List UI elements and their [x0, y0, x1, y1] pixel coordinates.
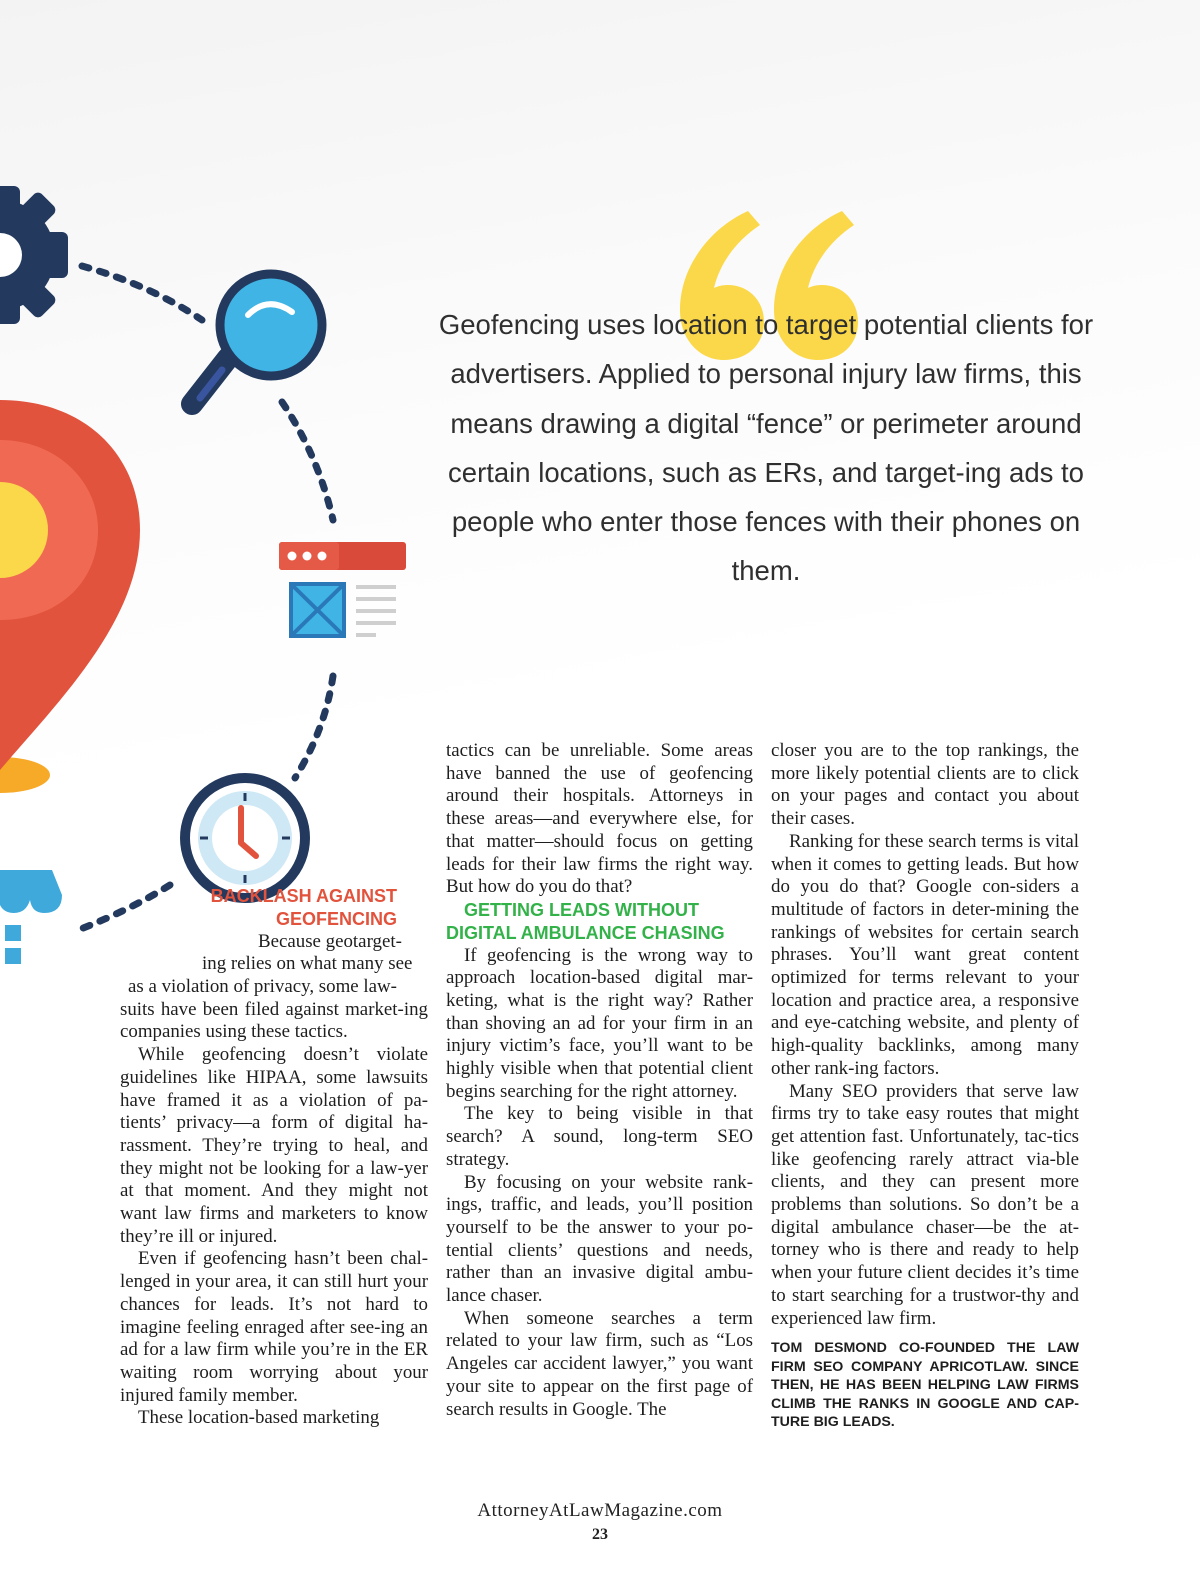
paragraph: Ranking for these search terms is vital when it comes to getting leads. But how do you do that? Google con-siders a multitude of factors in deter-mining the rankings of websites for certain search phrases. You’ll want great content optimized for terms relevant to your location and practice area, a responsive and eye-catching website, and plenty of high-quality backlinks, among many other rank-ing factors. [771, 830, 1079, 1079]
paragraph: closer you are to the top rankings, the more likely potential clients are to click on your pages and contact you about their cases. [771, 740, 1079, 830]
column-3 [771, 740, 1079, 1432]
section-heading-leads: GETTING LEADS WITHOUT DIGITAL AMBULANCE CHASING [446, 899, 725, 943]
page-number: 23 [592, 1526, 608, 1543]
paragraph: By focusing on your website rank-ings, traffic, and leads, you’ll position yourself to be the answer to your po-tential clients’ questions and needs, rather than an invasive digital ambu-lance chaser. [446, 1171, 753, 1307]
paragraph [120, 931, 428, 1045]
paragraph: Even if geofencing hasn’t been chal-lenged in your area, it can still hurt your chances for leads. It’s not hard to imagine feeling enraged after see-ing an ad for a law firm while you’re in the ER waiting room worrying about your injured family member. [120, 1248, 428, 1406]
paragraph: These location-based marketing [138, 1407, 380, 1429]
paragraph: If geofencing is the wrong way to approach location-based digital mar-keting, what is the right way? Rather than shoving an ad for your firm in an injury victim’s face, you’ll want to be highly visible when that potential client begins searching for the right attorney. [446, 944, 753, 1102]
column-2 [446, 740, 753, 1421]
paragraph: Many SEO providers that serve law firms try to take easy routes that might get attention fast. Unfortunately, tac-tics like geofencing rarely attract via-ble clients, and they can present more problems than solutions. So don’t be a digital ambulance chaser—be the at-torney who is there and ready to help when your future client decides it’s time to start searching for a trustwor-thy and experienced law firm. [771, 1080, 1079, 1329]
clock-icon [185, 778, 305, 898]
paragraph: The key to being visible in that search? A sound, long-term SEO strategy. [446, 1103, 753, 1170]
paragraph: While geofencing doesn’t violate guidelines like HIPAA, some lawsuits have framed it as a violation of pa-tients’ privacy—a form of digital ha-rassment. They’re trying to heal, and they might not be looking for a law-yer at that moment. And they might not want law firms and marketers to know they’re ill or injured. [120, 1044, 428, 1247]
magnifier-icon [192, 274, 322, 404]
illustration-graphic [0, 0, 440, 980]
storefront-icon [0, 870, 62, 964]
paragraph: tactics can be unreliable. Some areas have banned the use of geofencing around their hospitals. Attorneys in these areas—and everywhere else, for that matter—should focus on getting leads for their law firms the right way. But how do you do that? [446, 740, 753, 898]
browser-window-icon [279, 542, 406, 637]
paragraph: When someone searches a term related to your law firm, such as “Los Angeles car accident lawyer,” you want your site to appear on the first page of search results in Google. The [446, 1307, 753, 1420]
footer-website: AttorneyAtLawMagazine.com [477, 1500, 723, 1521]
gear-icon [0, 186, 68, 324]
author-bio: TOM DESMOND CO-FOUNDED THE LAW FIRM SEO COMPANY APRICOTLAW. SINCE THEN, HE HAS BEEN HELPING LAW FIRMS CLIMB THE RANKS IN GOOGLE AND CAP-TURE BIG LEADS. [771, 1340, 1079, 1431]
wrapped-line: suits have been filed against market-ing companies using these tactics. [120, 998, 428, 1043]
pull-quote: Geofencing uses location to target potential clients for advertisers. Applied to personal injury law firms, this means drawing a digital “fence” or perimeter around certain locations, such as ERs, and target-ing ads to people who enter those fences with their phones on them. [438, 309, 1094, 587]
map-pin-icon [0, 400, 140, 793]
wrapped-line: ing relies on what many see [202, 953, 413, 975]
section-heading-backlash: BACKLASH AGAINST GEOFENCING [210, 886, 397, 929]
column-1 [120, 885, 428, 1430]
wrapped-line: as a violation of privacy, some law- [128, 976, 397, 997]
wrapped-line: Because geotarget- [258, 930, 402, 952]
